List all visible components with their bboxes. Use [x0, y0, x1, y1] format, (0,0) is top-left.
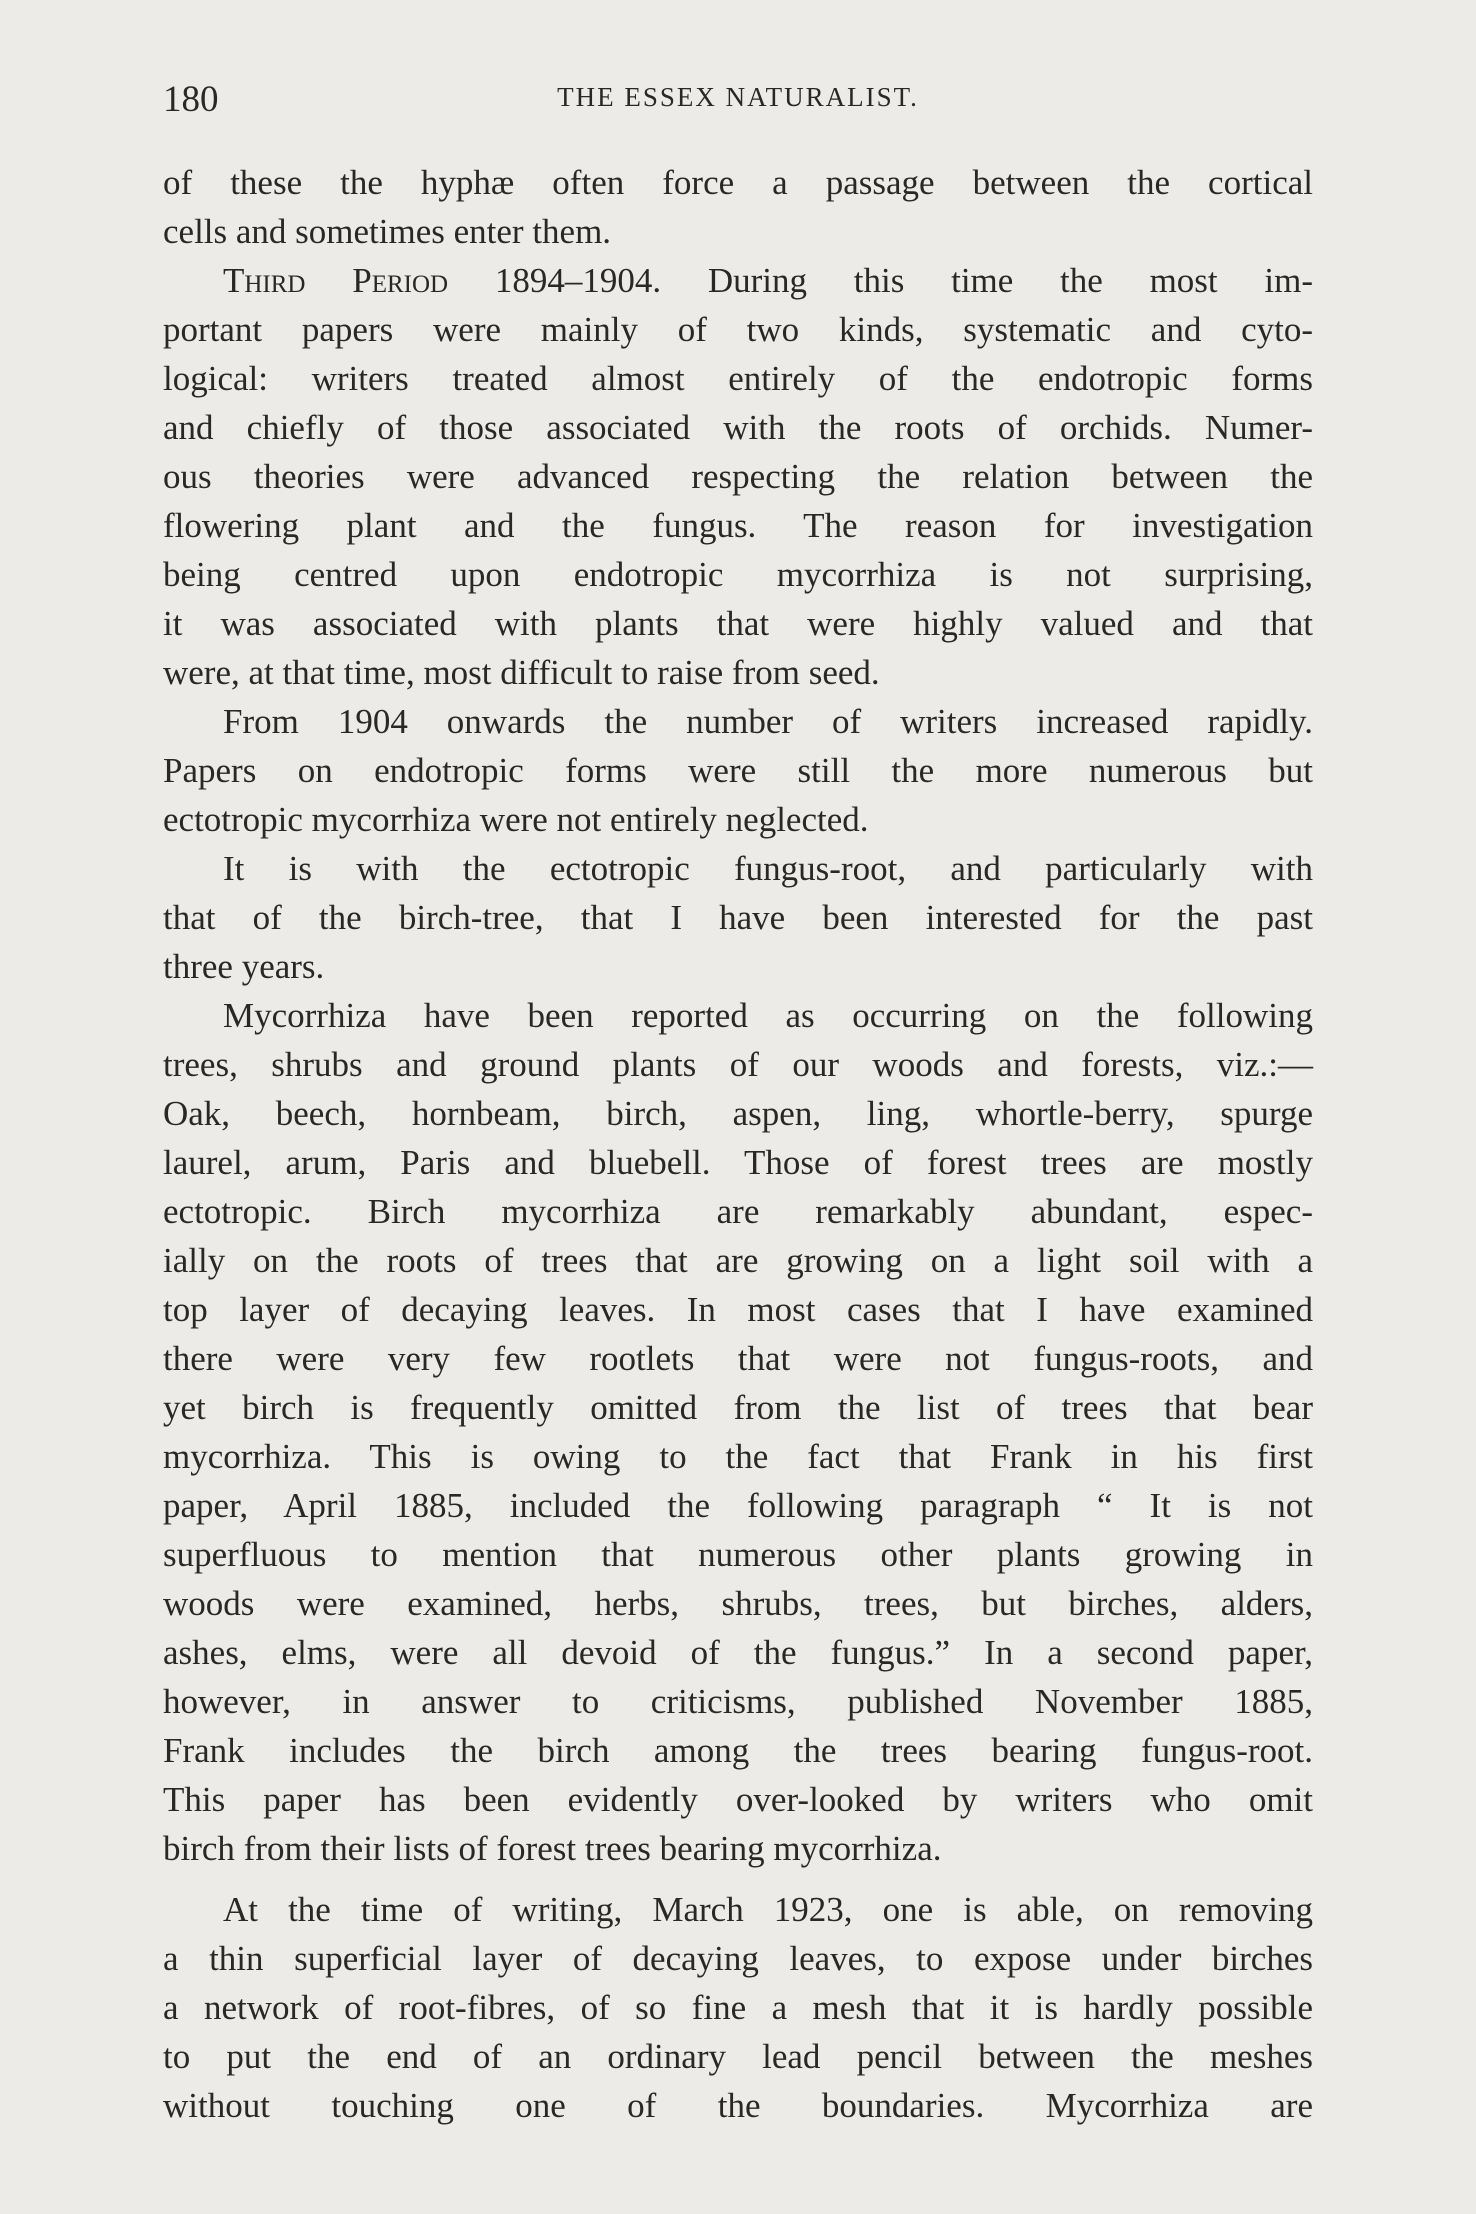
- text-line: This paper has been evidently over-looked by writers who omit: [163, 1780, 1313, 1819]
- text-line: paper, April 1885, included the following paragraph “ It is not: [163, 1486, 1313, 1525]
- text-line: flowering plant and the fungus. The reason for investigation: [163, 506, 1313, 545]
- text-line: Third Period 1894–1904. During this time the most im-: [223, 261, 1313, 300]
- text-line: ectotropic mycorrhiza were not entirely neglected.: [163, 800, 869, 839]
- text-line: laurel, arum, Paris and bluebell. Those of forest trees are mostly: [163, 1143, 1313, 1182]
- text-line: top layer of decaying leaves. In most cases that I have examined: [163, 1290, 1313, 1329]
- text-line: woods were examined, herbs, shrubs, trees, but birches, alders,: [163, 1584, 1313, 1623]
- text-line: trees, shrubs and ground plants of our woods and forests, viz.:—: [163, 1045, 1313, 1084]
- text-line: of these the hyphæ often force a passage between the cortical: [163, 163, 1313, 202]
- text-line: however, in answer to criticisms, published November 1885,: [163, 1682, 1313, 1721]
- text-line: without touching one of the boundaries. Mycorrhiza are: [163, 2086, 1313, 2125]
- text-line: ashes, elms, were all devoid of the fungus.” In a second paper,: [163, 1633, 1313, 1672]
- text-line: yet birch is frequently omitted from the list of trees that bear: [163, 1388, 1313, 1427]
- text-line: superfluous to mention that numerous other plants growing in: [163, 1535, 1313, 1574]
- text-line: From 1904 onwards the number of writers increased rapidly.: [223, 702, 1313, 741]
- text-line: It is with the ectotropic fungus-root, and particularly with: [223, 849, 1313, 888]
- page-number: 180: [163, 79, 219, 120]
- text-line: were, at that time, most difficult to raise from seed.: [163, 653, 880, 692]
- text-line: it was associated with plants that were highly valued and that: [163, 604, 1313, 643]
- text-line: portant papers were mainly of two kinds, systematic and cyto-: [163, 310, 1313, 349]
- text-line: that of the birch-tree, that I have been interested for the past: [163, 898, 1313, 937]
- text-line: there were very few rootlets that were not fungus-roots, and: [163, 1339, 1313, 1378]
- body-text: [163, 158, 1313, 2130]
- text-line: ectotropic. Birch mycorrhiza are remarkably abundant, espec-: [163, 1192, 1313, 1231]
- text-line: birch from their lists of forest trees bearing mycorrhiza.: [163, 1829, 942, 1868]
- text-line: being centred upon endotropic mycorrhiza is not surprising,: [163, 555, 1313, 594]
- page-header: [163, 78, 1313, 122]
- text-line: three years.: [163, 947, 325, 986]
- text-line: ous theories were advanced respecting the relation between the: [163, 457, 1313, 496]
- text-line: At the time of writing, March 1923, one is able, on removing: [223, 1890, 1313, 1929]
- section-heading: Third Period 1894–1904.: [223, 261, 662, 300]
- text-line: mycorrhiza. This is owing to the fact that Frank in his first: [163, 1437, 1313, 1476]
- running-title: THE ESSEX NATURALIST.: [557, 82, 919, 112]
- text-line: Frank includes the birch among the trees bearing fungus-root.: [163, 1731, 1313, 1770]
- text-line: logical: writers treated almost entirely of the endotropic forms: [163, 359, 1313, 398]
- text-line: a thin superficial layer of decaying leaves, to expose under birches: [163, 1939, 1313, 1978]
- text-line: Mycorrhiza have been reported as occurring on the following: [223, 996, 1313, 1035]
- text-line: Papers on endotropic forms were still the more numerous but: [163, 751, 1313, 790]
- text-line: a network of root-fibres, of so fine a mesh that it is hardly possible: [163, 1988, 1313, 2027]
- text-line: cells and sometimes enter them.: [163, 212, 612, 251]
- text-line: to put the end of an ordinary lead pencil between the meshes: [163, 2037, 1313, 2076]
- text-line: and chiefly of those associated with the roots of orchids. Numer-: [163, 408, 1313, 447]
- text-line: Oak, beech, hornbeam, birch, aspen, ling, whortle-berry, spurge: [163, 1094, 1313, 1133]
- text-line: ially on the roots of trees that are growing on a light soil with a: [163, 1241, 1313, 1280]
